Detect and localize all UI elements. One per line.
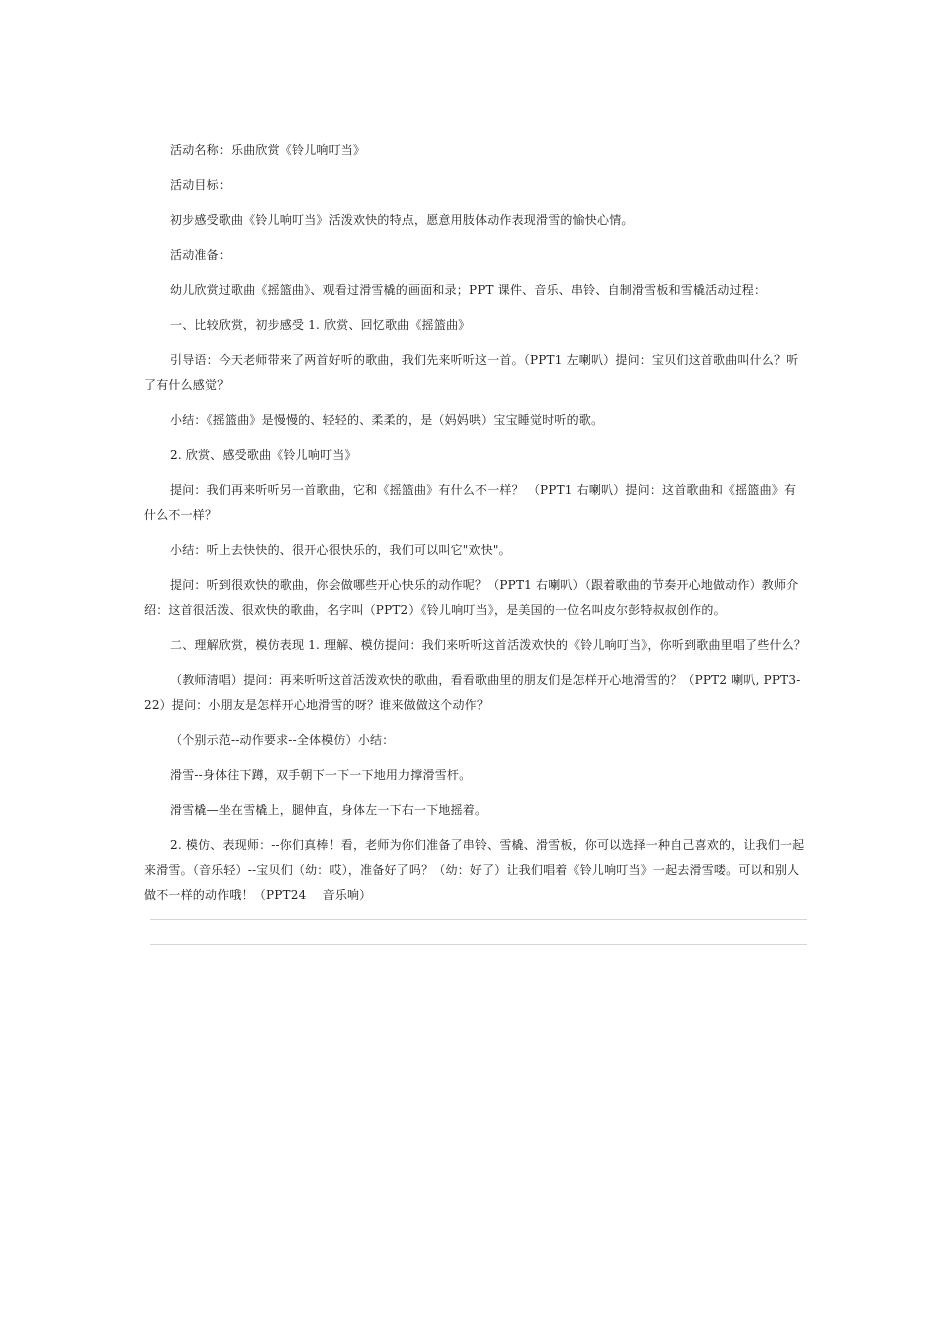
section-1-heading: 一、比较欣赏，初步感受 1. 欣赏、回忆歌曲《摇篮曲》: [170, 318, 471, 332]
document-body: [144, 138, 808, 918]
subsection-2-heading: 2. 欣赏、感受歌曲《铃儿响叮当》: [170, 448, 357, 462]
activity-goal-heading: 活动目标：: [170, 178, 232, 192]
sled-description: 滑雪橇—坐在雪橇上，腿伸直，身体左一下右一下地摇着。: [170, 803, 488, 817]
divider-line: [150, 944, 807, 945]
skiing-description: 滑雪--身体往下蹲，双手朝下一下一下地用力撑滑雪杆。: [170, 768, 472, 782]
divider-line: [150, 919, 807, 920]
activity-prep-heading: 活动准备：: [170, 248, 232, 262]
summary-lullaby: 小结：《摇篮曲》是慢慢的、轻轻的、柔柔的，是（妈妈哄）宝宝睡觉时听的歌。: [170, 413, 604, 427]
section-2-heading: 二、理解欣赏，模仿表现 1. 理解、模仿提问：我们来听听这首活泼欢快的《铃儿响叮当》，你听到歌曲里唱了些什么？: [170, 638, 807, 652]
activity-name: 活动名称：乐曲欣赏《铃儿响叮当》: [170, 143, 366, 157]
summary-cheerful: 小结：听上去快快的、很开心很快乐的，我们可以叫它"欢快"。: [170, 543, 511, 557]
intro-paragraph: 引导语：今天老师带来了两首好听的歌曲，我们先来听听这一首。（PPT1 左喇叭）提问：宝贝们这首歌曲叫什么？听了有什么感觉？: [144, 353, 799, 392]
teacher-sing-paragraph: （教师清唱）提问：再来听听这首活泼欢快的歌曲，看看歌曲里的朋友们是怎样开心地滑雪的？（PPT2 喇叭, PPT3-22）提问：小朋友是怎样开心地滑雪的呀？谁来做做这个动作？: [144, 673, 801, 712]
imitate-perform-paragraph: 2. 模仿、表现师：--你们真棒！看，老师为你们准备了串铃、雪橇、滑雪板，你可以选择一种自己喜欢的，让我们一起来滑雪。（音乐轻）--宝贝们（幼：哎），准备好了吗？（幼：好了）让我们唱着《铃儿响叮当》一起去滑雪喽。可以和别人做不一样的动作哦！（PPT24 音乐响）: [144, 838, 805, 902]
question-compare: 提问：我们再来听听另一首歌曲，它和《摇篮曲》有什么不一样？ （PPT1 右喇叭）提问：这首歌曲和《摇篮曲》有什么不一样？: [144, 483, 797, 522]
question-actions: 提问：听到很欢快的歌曲，你会做哪些开心快乐的动作呢？（PPT1 右喇叭）（跟着歌曲的节奏开心地做动作）教师介绍：这首很活泼、很欢快的歌曲，名字叫（PPT2）《铃儿响叮当》，是美国的一位名叫皮尔彭特叔叔创作的。: [144, 578, 799, 617]
activity-goal-text: 初步感受歌曲《铃儿响叮当》活泼欢快的特点，愿意用肢体动作表现滑雪的愉快心情。: [170, 213, 634, 227]
activity-prep-text: 幼儿欣赏过歌曲《摇篮曲》、观看过滑雪橇的画面和录；PPT 课件、音乐、串铃、自制滑雪板和雪橇活动过程：: [170, 283, 767, 297]
demo-summary-heading: （个别示范--动作要求--全体模仿）小结：: [170, 733, 395, 747]
